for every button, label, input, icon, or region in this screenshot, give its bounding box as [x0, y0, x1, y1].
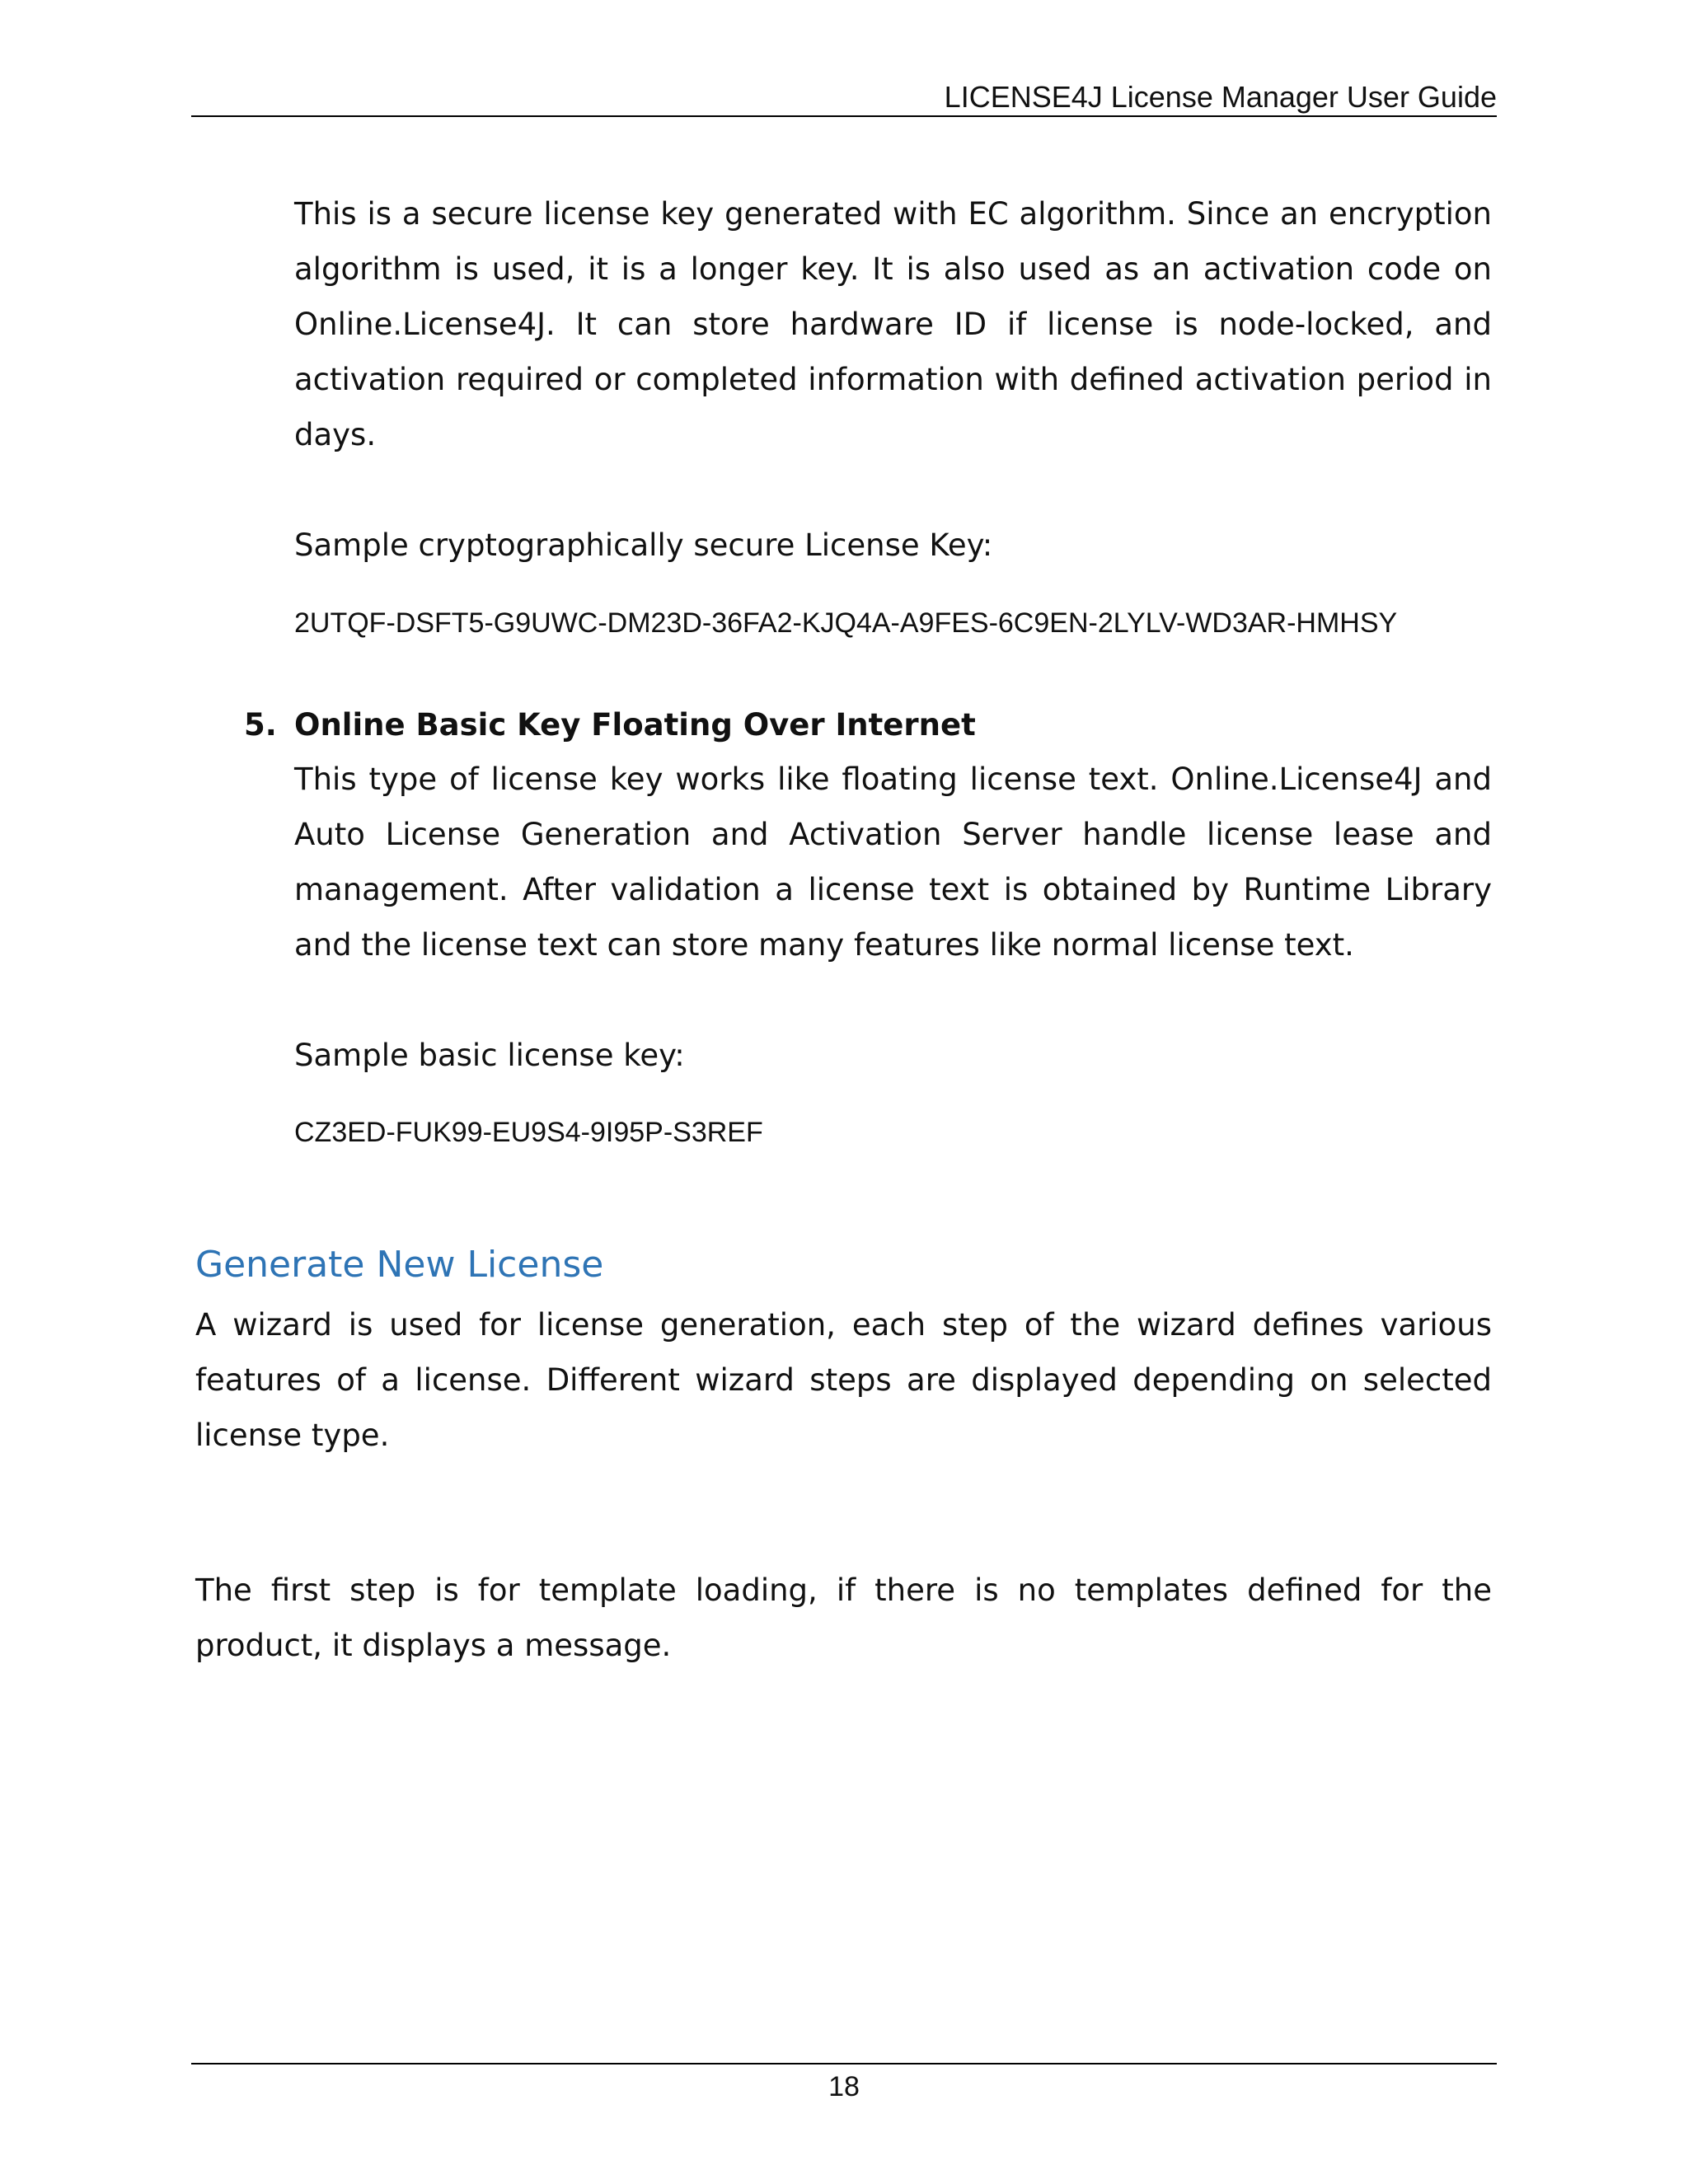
first-step-description: The first step is for template loading, if there is no templates defined for the product, it displays a message. [195, 1572, 1492, 1663]
running-header: LICENSE4J License Manager User Guide [944, 80, 1497, 114]
basic-key-sample-value: CZ3ED-FUK99-EU9S4-9I95P-S3REF [294, 1117, 763, 1148]
list-item-number: 5. [244, 707, 277, 743]
section-heading: Generate New License [195, 1244, 604, 1286]
basic-key-sample-label: Sample basic license key: [294, 1038, 685, 1073]
secure-key-sample-label: Sample cryptographically secure License Key: [294, 527, 993, 563]
online-basic-key-description: This type of license key works like floating license text. Online.License4J and Auto License Generation and Activation Server handle license lease and management. After validation a license text is obtained by Runtime Library and the license text can store many features like normal license text. [294, 762, 1492, 963]
generate-description: A wizard is used for license generation, each step of the wizard defines various features of a license. Different wizard steps are displayed depending on selected license type. [195, 1307, 1492, 1453]
header-rule [191, 115, 1497, 117]
page-number: 18 [828, 2071, 860, 2102]
list-item-title: Online Basic Key Floating Over Internet [294, 707, 976, 743]
footer-rule [191, 2063, 1497, 2064]
secure-key-description: This is a secure license key generated with EC algorithm. Since an encryption algorithm is used, it is a longer key. It is also used as an activation code on Online.License4J. It can store hardware ID if license is node-locked, and activation required or completed information with defined activation period in days. [294, 196, 1492, 452]
secure-key-sample-value: 2UTQF-DSFT5-G9UWC-DM23D-36FA2-KJQ4A-A9FES-6C9EN-2LYLV-WD3AR-HMHSY [294, 607, 1398, 639]
